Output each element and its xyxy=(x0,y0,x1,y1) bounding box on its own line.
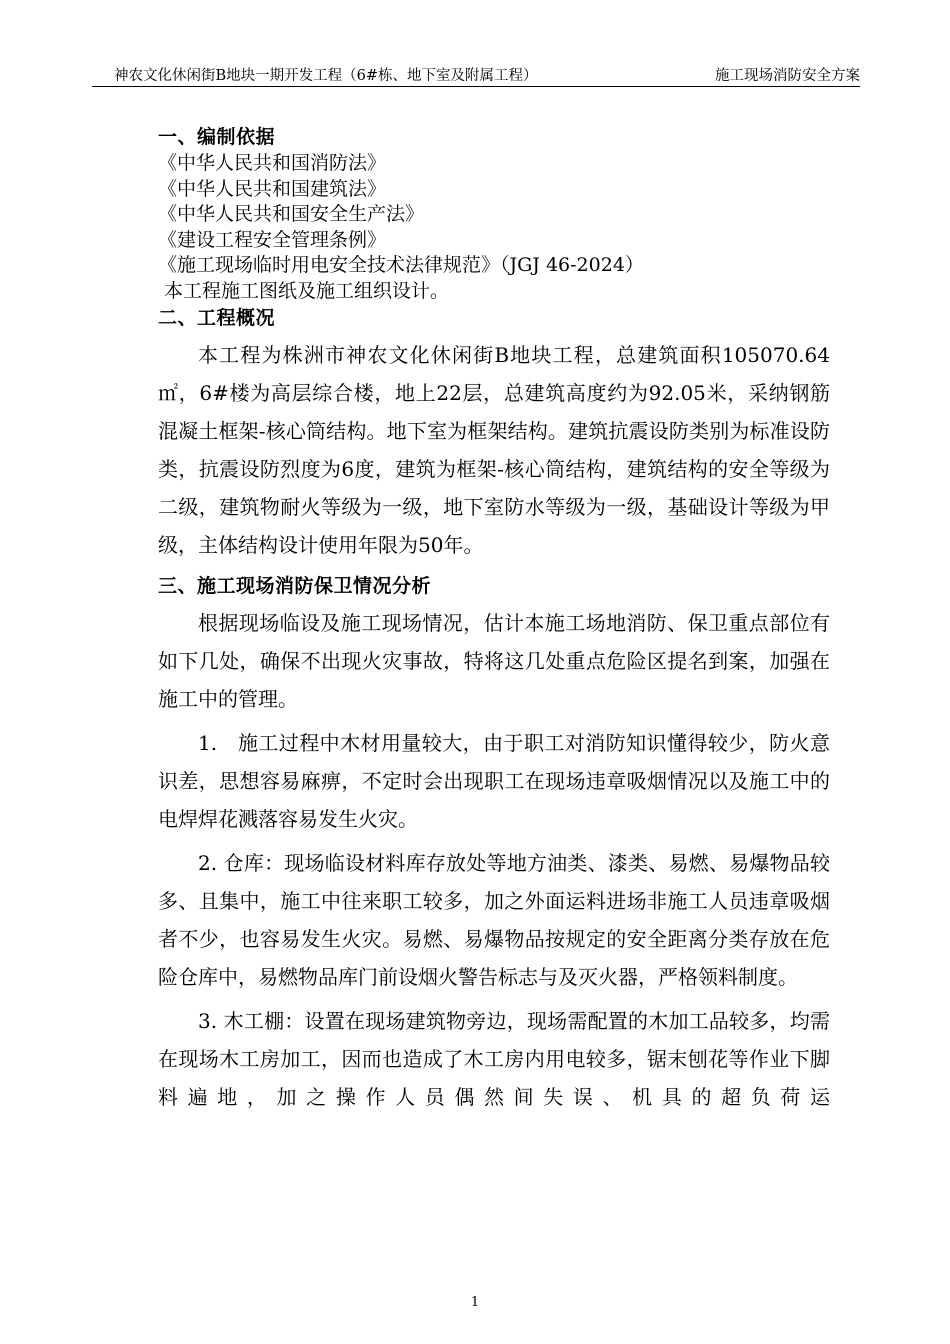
header-document-title: 施工现场消防安全方案 xyxy=(715,68,860,84)
risk-item-1: 1. 施工过程中木材用量较大，由于职工对消防知识懂得较少，防火意识差，思想容易麻痹，不定时会出现职工在现场违章吸烟情况以及施工中的电焊焊花溅落容易发生火灾。 xyxy=(158,731,830,831)
basis-item: 《中华人民共和国安全生产法》 xyxy=(158,203,425,225)
basis-item: 《建设工程安全管理条例》 xyxy=(158,228,387,251)
header-project-name: 神农文化休闲街B地块一期开发工程（6#栋、地下室及附属工程） xyxy=(114,68,538,84)
project-overview-paragraph: 本工程为株洲市神农文化休闲街B地块工程，总建筑面积105070.64㎡，6#楼为高层综合楼，地上22层，总建筑高度约为92.05米，采纳钢筋混凝土框架-核心筒结构。地下室为框架结构。建筑抗震设防类别为标准设防类，抗震设防烈度为6度，建筑为框架-核心筒结构，建筑结构的安全等级为二级，建筑物耐火等级为一级，地下室防水等级为一级，基础设计等级为甲级，主体结构设计使用年限为50年。 xyxy=(158,343,830,557)
fire-analysis-intro: 根据现场临设及施工现场情况，估计本施工场地消防、保卫重点部位有如下几处，确保不出现火灾事故，特将这几处重点危险区提名到案，加强在施工中的管理。 xyxy=(158,611,830,711)
basis-item: 《施工现场临时用电安全技术法律规范》（JGJ 46-2024） xyxy=(158,254,644,276)
basis-item: 《中华人民共和国建筑法》 xyxy=(158,177,387,200)
basis-list xyxy=(158,151,830,304)
section-2-heading: 二、工程概况 xyxy=(158,307,276,329)
risk-item-2: 2. 仓库：现场临设材料库存放处等地方油类、漆类、易燃、易爆物品较多、且集中，施工中往来职工较多，加之外面运料进场非施工人员违章吸烟者不少，也容易发生火灾。易燃、易爆物品按规定的安全距离分类存放在危险仓库中，易燃物品库门前设烟火警告标志与及灭火器，严格领料制度。 xyxy=(158,851,830,989)
basis-item: 《中华人民共和国消防法》 xyxy=(158,152,387,174)
basis-item: 本工程施工图纸及施工组织设计。 xyxy=(158,279,450,302)
section-1-heading: 一、编制依据 xyxy=(158,126,276,148)
page-header xyxy=(92,66,860,86)
header-divider xyxy=(92,86,860,87)
section-3-heading: 三、施工现场消防保卫情况分析 xyxy=(158,575,432,597)
page-number: 1 xyxy=(470,1295,480,1310)
document-body xyxy=(158,124,830,1116)
risk-item-3: 3. 木工棚：设置在现场建筑物旁边，现场需配置的木加工品较多，均需在现场木工房加工，因而也造成了木工房内用电较多，锯末刨花等作业下脚料遍地，加之操作人员偶然间失误、机具的超负荷运 xyxy=(158,1009,830,1109)
